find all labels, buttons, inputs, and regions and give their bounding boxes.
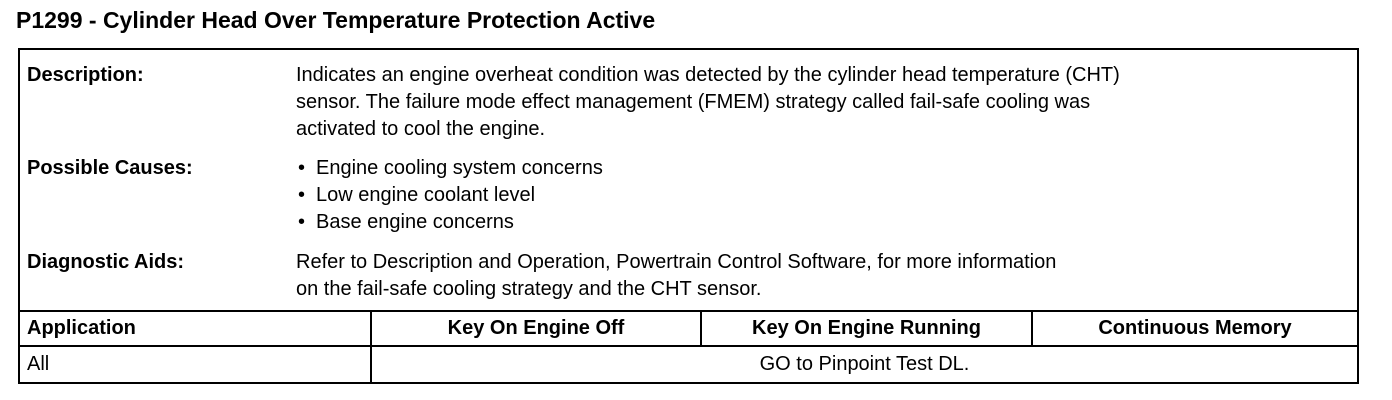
description-text bbox=[296, 62, 1349, 143]
cell-application-value: All bbox=[27, 353, 50, 375]
description-line: activated to cool the engine. bbox=[296, 118, 546, 140]
possible-causes-label: Possible Causes: bbox=[27, 157, 193, 179]
diagnostic-aids-text bbox=[296, 249, 1349, 303]
cell-action-value: GO to Pinpoint Test DL. bbox=[759, 353, 970, 375]
description-label: Description: bbox=[27, 64, 144, 86]
description-line: sensor. The failure mode effect management (FMEM) strategy called fail-safe cooling was bbox=[296, 91, 1091, 113]
diagnostic-aids-line: on the fail-safe cooling strategy and the CHT sensor. bbox=[296, 278, 762, 300]
description-line: Indicates an engine overheat condition was detected by the cylinder head temperature (CHT) bbox=[296, 64, 1120, 86]
diagnostic-aids-label: Diagnostic Aids: bbox=[27, 251, 185, 273]
possible-causes-list bbox=[296, 155, 1349, 236]
page-title: P1299 - Cylinder Head Over Temperature Protection Active bbox=[16, 7, 656, 33]
header-application: Application bbox=[27, 317, 136, 339]
cause-item: • Engine cooling system concerns bbox=[296, 155, 1349, 182]
diagnostic-aids-line: Refer to Description and Operation, Powertrain Control Software, for more information bbox=[296, 251, 1057, 273]
header-continuous-memory: Continuous Memory bbox=[1098, 317, 1292, 339]
cause-item: • Base engine concerns bbox=[296, 209, 1349, 236]
header-key-on-engine-off: Key On Engine Off bbox=[447, 317, 625, 339]
dtc-info-box bbox=[18, 48, 1359, 384]
cause-item: • Low engine coolant level bbox=[296, 182, 1349, 209]
header-key-on-engine-running: Key On Engine Running bbox=[752, 317, 981, 339]
